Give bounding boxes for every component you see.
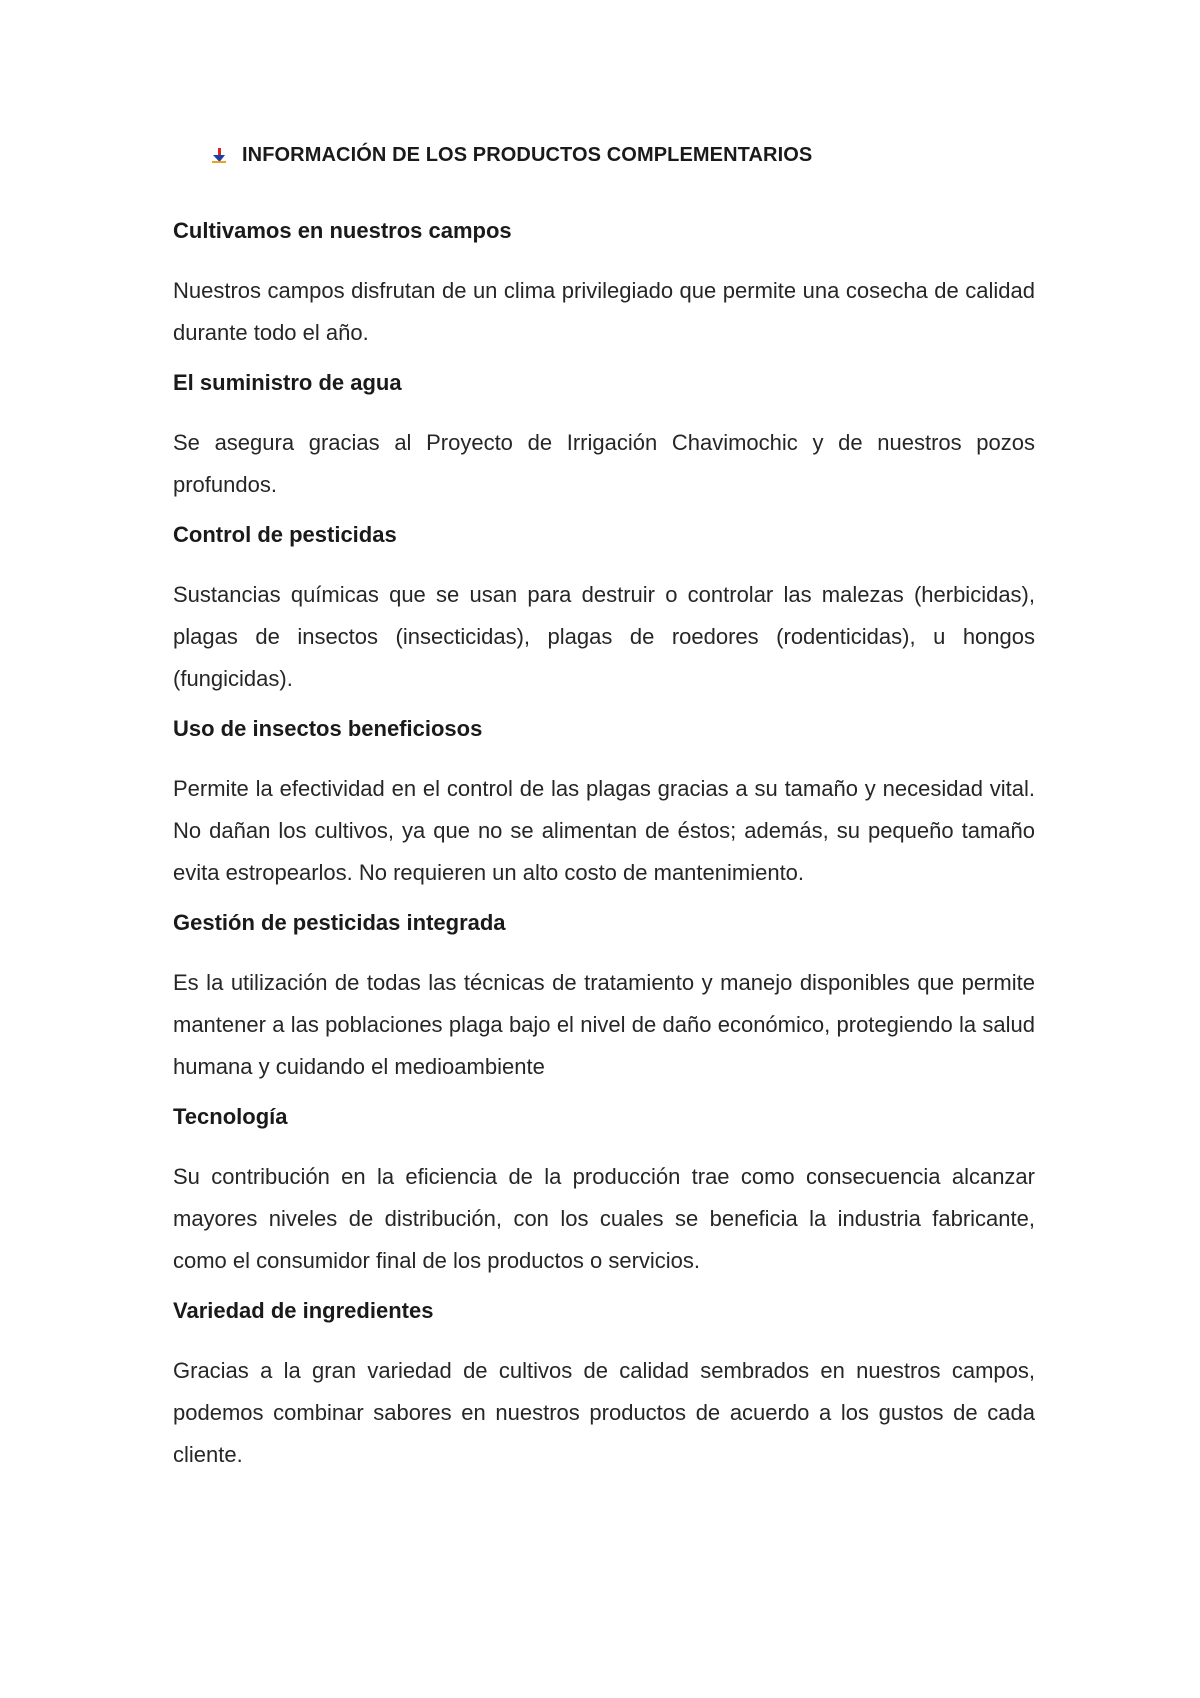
- section-body: Gracias a la gran variedad de cultivos de calidad sembrados en nuestros campos, podemos combinar sabores en nuestros productos de acuerdo a los gustos de cada cliente.: [173, 1358, 1035, 1467]
- section: [173, 908, 1035, 1088]
- section-body: Sustancias químicas que se usan para destruir o controlar las malezas (herbicidas), plagas de insectos (insecticidas), plagas de roedores (rodenticidas), u hongos (fungicidas).: [173, 582, 1035, 691]
- document-heading: [212, 144, 812, 167]
- section: [173, 1296, 1035, 1476]
- section-title: El suministro de agua: [173, 370, 402, 395]
- document-content: [173, 216, 1035, 1490]
- section-body: Es la utilización de todas las técnicas de tratamiento y manejo disponibles que permite mantener a las poblaciones plaga bajo el nivel de daño económico, protegiendo la salud humana y cuidando el medioambiente: [173, 970, 1035, 1079]
- section: [173, 714, 1035, 894]
- section-title: Tecnología: [173, 1104, 288, 1129]
- section-title: Variedad de ingredientes: [173, 1298, 434, 1323]
- section-title: Control de pesticidas: [173, 522, 397, 547]
- section: [173, 520, 1035, 700]
- section-body: Permite la efectividad en el control de las plagas gracias a su tamaño y necesidad vital. No dañan los cultivos, ya que no se alimentan de éstos; además, su pequeño tamaño evita estropearlos. No requieren un alto costo de mantenimiento.: [173, 776, 1035, 885]
- section-body: Se asegura gracias al Proyecto de Irrigación Chavimochic y de nuestros pozos profundos.: [173, 430, 1035, 497]
- section: [173, 216, 1035, 354]
- section: [173, 368, 1035, 506]
- section: [173, 1102, 1035, 1282]
- section-title: Uso de insectos beneficiosos: [173, 716, 483, 741]
- section-body: Nuestros campos disfrutan de un clima privilegiado que permite una cosecha de calidad durante todo el año.: [173, 278, 1035, 345]
- section-title: Cultivamos en nuestros campos: [173, 218, 512, 243]
- arrow-bullet-icon: [212, 148, 226, 164]
- document-heading-text: INFORMACIÓN DE LOS PRODUCTOS COMPLEMENTARIOS: [242, 144, 813, 166]
- section-body: Su contribución en la eficiencia de la producción trae como consecuencia alcanzar mayores niveles de distribución, con los cuales se beneficia la industria fabricante, como el consumidor final de los productos o servicios.: [173, 1164, 1035, 1273]
- section-title: Gestión de pesticidas integrada: [173, 910, 506, 935]
